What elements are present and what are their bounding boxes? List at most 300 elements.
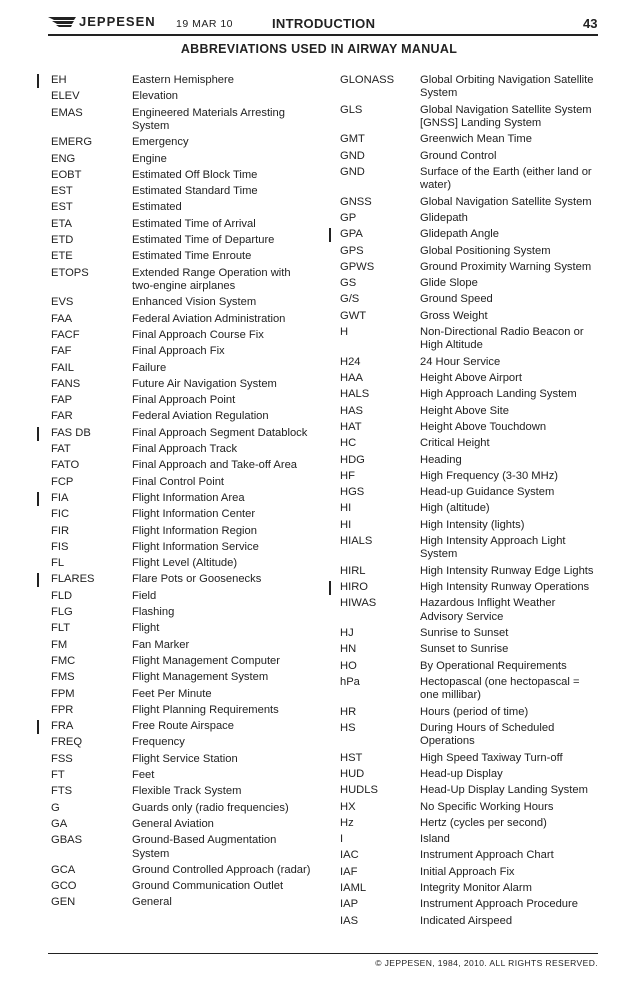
abbreviation: EMERG: [51, 136, 93, 149]
definition: Eastern Hemisphere: [132, 74, 234, 86]
abbreviation-entry: [320, 421, 638, 434]
abbreviation: GNSS: [340, 195, 372, 208]
abbreviation-entry: [320, 372, 638, 385]
abbreviation-entry: [320, 356, 638, 369]
definition: Hazardous Inflight Weather Advisory Service: [420, 597, 556, 623]
copyright-footer: © JEPPESEN, 1984, 2010. ALL RIGHTS RESERVED.: [375, 958, 598, 968]
abbreviation-entry: [0, 313, 320, 326]
abbreviation: FT: [51, 768, 65, 781]
definition: Flight: [132, 622, 160, 635]
abbreviation-entry: [0, 378, 320, 391]
abbreviation-entry: [320, 519, 638, 532]
abbreviation-entry: [320, 150, 638, 163]
definition: Final Control Point: [132, 475, 225, 488]
definition: Ground Communication Outlet: [132, 880, 284, 893]
abbreviation: GPA: [340, 228, 363, 241]
abbreviation: EST: [51, 185, 73, 198]
abbreviation-entry: [320, 676, 638, 703]
definition: Glide Slope: [420, 277, 478, 290]
definition: Ground Speed: [420, 293, 493, 306]
abbreviation: HR: [340, 705, 357, 718]
definition: By Operational Requirements: [420, 659, 567, 672]
brand-name: JEPPESEN: [79, 14, 156, 29]
change-bar: [37, 492, 39, 506]
definition: Estimated: [132, 201, 182, 214]
abbreviation-entry: [0, 74, 320, 87]
definition: During Hours of Scheduled Operations: [420, 721, 555, 748]
abbreviation: HUDLS: [340, 784, 378, 797]
abbreviation-entry: [320, 643, 638, 656]
abbreviation-entry: [0, 296, 320, 309]
definition: Ground Controlled Approach (radar): [132, 863, 311, 876]
abbreviation: FATO: [51, 459, 80, 472]
definition: General Aviation: [132, 817, 214, 830]
abbreviation-entry: [0, 622, 320, 635]
abbreviation: ELEV: [51, 90, 80, 103]
abbreviation-entry: [0, 834, 320, 861]
abbreviation-entry: [320, 166, 638, 193]
abbreviation-entry: [320, 784, 638, 797]
definition: Field: [132, 589, 157, 602]
abbreviation-entry: [320, 437, 638, 450]
definition: Flare Pots or Goosenecks: [132, 573, 262, 586]
abbreviation-entry: [0, 492, 320, 505]
abbreviation: FMC: [51, 654, 76, 667]
abbreviation: HAA: [340, 372, 364, 385]
abbreviation: GS: [340, 277, 357, 290]
abbreviation: FAT: [51, 443, 71, 456]
header-rule: [48, 34, 598, 36]
abbreviation: EST: [51, 201, 73, 214]
abbreviation-entry: [320, 486, 638, 499]
abbreviation: GCO: [51, 880, 77, 893]
definition: Fan Marker: [132, 638, 190, 651]
definition: Hours (period of time): [420, 705, 529, 718]
definition: Surface of the Earth (either land or water): [420, 166, 592, 192]
abbreviation: ETE: [51, 250, 73, 263]
definition: Flight Information Area: [132, 491, 245, 504]
definition: Sunrise to Sunset: [420, 627, 509, 640]
abbreviation: G/S: [340, 293, 360, 306]
definition: Flight Information Service: [132, 540, 259, 553]
definition: Indicated Airspeed: [420, 914, 513, 927]
abbreviation-entry: [0, 250, 320, 263]
definition: Ground-Based Augmentation System: [132, 834, 277, 860]
abbreviation-entry: [0, 573, 320, 586]
definition: Flight Information Center: [132, 508, 256, 521]
definition: Estimated Off Block Time: [132, 168, 258, 181]
definition: Guards only (radio frequencies): [132, 801, 289, 814]
definition: Critical Height: [420, 437, 490, 450]
abbreviation: FAR: [51, 410, 73, 423]
abbreviation-entry: [320, 898, 638, 911]
abbreviation: H24: [340, 355, 361, 368]
abbreviation: ENG: [51, 152, 76, 165]
abbreviation-entry: [320, 212, 638, 225]
abbreviation-entry: [0, 557, 320, 570]
abbreviation-entry: [0, 736, 320, 749]
abbreviation: HALS: [340, 388, 370, 401]
abbreviation-entry: [320, 833, 638, 846]
abbreviation-entry: [320, 565, 638, 578]
abbreviation: GBAS: [51, 834, 83, 847]
abbreviation: HST: [340, 751, 363, 764]
abbreviation-entry: [0, 753, 320, 766]
abbreviation: ETD: [51, 234, 74, 247]
definition: High Intensity Approach Light System: [420, 535, 566, 561]
definition: Integrity Monitor Alarm: [420, 882, 532, 895]
definition: Head-up Guidance System: [420, 486, 555, 499]
abbreviation-entry: [320, 915, 638, 928]
definition: Flight Service Station: [132, 752, 238, 765]
abbreviation-entry: [0, 720, 320, 733]
abbreviation: ETOPS: [51, 266, 89, 279]
definition: Instrument Approach Procedure: [420, 898, 578, 911]
abbreviation: GEN: [51, 896, 76, 909]
footer-rule: [48, 953, 598, 954]
abbreviation-entry: [320, 660, 638, 673]
abbreviation: H: [340, 326, 349, 339]
abbreviation: GCA: [51, 863, 76, 876]
abbreviation: HF: [340, 469, 355, 482]
definition: 24 Hour Service: [420, 355, 501, 368]
abbreviation-entry: [320, 597, 638, 624]
abbreviation: GPWS: [340, 260, 375, 273]
abbreviation-entry: [0, 769, 320, 782]
abbreviation: IAML: [340, 882, 367, 895]
abbreviation: GLONASS: [340, 74, 395, 86]
abbreviation-entry: [0, 639, 320, 652]
abbreviation-entry: [0, 329, 320, 342]
definition: High Intensity Runway Operations: [420, 581, 590, 594]
abbreviation: FCP: [51, 475, 74, 488]
definition: Global Positioning System: [420, 244, 551, 257]
definition: High Intensity Runway Edge Lights: [420, 564, 594, 577]
definition: Extended Range Operation with two-engine airplanes: [132, 266, 291, 293]
abbreviation-entry: [0, 201, 320, 214]
page-number: 43: [583, 16, 598, 31]
abbreviation: FAF: [51, 345, 72, 358]
abbreviation: HIALS: [340, 535, 373, 548]
abbreviation: HI: [340, 502, 352, 515]
abbreviation: HGS: [340, 486, 365, 499]
change-bar: [37, 573, 39, 587]
abbreviation-entry: [320, 293, 638, 306]
abbreviation-entry: [320, 817, 638, 830]
definition: Height Above Site: [420, 404, 509, 417]
abbreviation-entry: [0, 153, 320, 166]
abbreviation: FANS: [51, 377, 81, 390]
abbreviation: HC: [340, 437, 357, 450]
abbreviation: FAIL: [51, 361, 75, 374]
abbreviation: Hz: [340, 816, 354, 829]
abbreviation: FIS: [51, 540, 69, 553]
definition: High Approach Landing System: [420, 388, 577, 401]
definition: Final Approach Point: [132, 394, 236, 407]
abbreviation: FPR: [51, 703, 74, 716]
abbreviation-entry: [320, 104, 638, 131]
definition: Feet: [132, 768, 155, 781]
abbreviation: HUD: [340, 767, 365, 780]
abbreviation-entry: [0, 896, 320, 909]
definition: Non-Directional Radio Beacon or High Altitude: [420, 326, 584, 352]
abbreviation: HJ: [340, 627, 354, 640]
abbreviation-entry: [0, 704, 320, 717]
right-column: [320, 74, 638, 931]
abbreviation-entry: [0, 107, 320, 134]
abbreviation-entry: [320, 627, 638, 640]
definition: Global Navigation Satellite System: [420, 195, 592, 208]
definition: Hertz (cycles per second): [420, 816, 547, 829]
abbreviation-entry: [320, 196, 638, 209]
abbreviation-entry: [320, 405, 638, 418]
abbreviation-entry: [320, 133, 638, 146]
definition: Global Navigation Satellite System [GNSS] Landing System: [420, 103, 592, 130]
abbreviation-entry: [0, 541, 320, 554]
abbreviation-entry: [0, 671, 320, 684]
abbreviation-entry: [0, 476, 320, 489]
abbreviation-entry: [0, 362, 320, 375]
abbreviation: GP: [340, 212, 357, 224]
change-bar: [37, 74, 39, 88]
abbreviation: FIA: [51, 491, 69, 504]
abbreviation-entry: [320, 470, 638, 483]
abbreviation: ETA: [51, 217, 72, 230]
abbreviation-entry: [0, 508, 320, 521]
section-title: INTRODUCTION: [272, 16, 376, 31]
abbreviation-entry: [320, 752, 638, 765]
abbreviation: GMT: [340, 133, 365, 146]
abbreviation-entry: [320, 261, 638, 274]
revision-date: 19 MAR 10: [176, 18, 234, 30]
abbreviation: HS: [340, 721, 356, 734]
abbreviation: FL: [51, 557, 65, 570]
change-bar: [37, 720, 39, 734]
definition: General: [132, 896, 172, 909]
abbreviation: HO: [340, 659, 357, 672]
abbreviation: GWT: [340, 309, 367, 322]
definition: Hectopascal (one hectopascal = one millibar): [420, 675, 580, 702]
abbreviation: HAT: [340, 420, 362, 433]
abbreviation: EVS: [51, 296, 74, 309]
definition: Failure: [132, 361, 167, 374]
definition: Final Approach Segment Datablock: [132, 426, 308, 439]
jeppesen-logo: [48, 14, 156, 29]
definition: Initial Approach Fix: [420, 865, 515, 878]
definition: High Speed Taxiway Turn-off: [420, 751, 563, 764]
abbreviation: HIRL: [340, 564, 366, 577]
definition: Ground Proximity Warning System: [420, 260, 592, 273]
abbreviation-entry: [320, 801, 638, 814]
definition: Final Approach and Take-off Area: [132, 459, 298, 472]
definition: Elevation: [132, 90, 179, 103]
definition: Height Above Airport: [420, 372, 522, 385]
abbreviation-entry: [320, 706, 638, 719]
definition: Glidepath Angle: [420, 228, 499, 241]
abbreviation-entry: [0, 234, 320, 247]
abbreviation: FMS: [51, 671, 75, 684]
abbreviation-entry: [0, 785, 320, 798]
wing-icon: [48, 17, 76, 27]
definition: Greenwich Mean Time: [420, 133, 532, 146]
abbreviation: FLT: [51, 622, 71, 635]
definition: Flight Management System: [132, 671, 269, 684]
abbreviation-entry: [320, 882, 638, 895]
abbreviation: hPa: [340, 675, 360, 688]
definition: Flight Information Region: [132, 524, 257, 537]
change-bar: [329, 581, 331, 595]
definition: Flight Management Computer: [132, 654, 280, 667]
abbreviation-entry: [0, 688, 320, 701]
abbreviation-entry: [0, 864, 320, 877]
definition: High (altitude): [420, 502, 490, 515]
change-bar: [329, 228, 331, 242]
abbreviation: HN: [340, 643, 357, 656]
definition: Final Approach Fix: [132, 345, 225, 358]
abbreviation: I: [340, 833, 344, 846]
definition: Engineered Materials Arresting System: [132, 106, 285, 132]
abbreviation-entry: [320, 74, 638, 101]
definition: Island: [420, 833, 450, 846]
abbreviation: FIR: [51, 524, 70, 537]
abbreviation-entry: [320, 228, 638, 241]
definition: Enhanced Vision System: [132, 296, 257, 309]
definition: Federal Aviation Administration: [132, 312, 286, 325]
abbreviation-entry: [0, 590, 320, 603]
abbreviation: FAA: [51, 312, 73, 325]
definition: Estimated Standard Time: [132, 185, 258, 198]
definition: Emergency: [132, 136, 189, 149]
definition: Height Above Touchdown: [420, 420, 547, 433]
abbreviation: HDG: [340, 453, 365, 466]
abbreviation-entry: [320, 581, 638, 594]
definition: Feet Per Minute: [132, 687, 212, 700]
abbreviation: FACF: [51, 328, 80, 341]
abbreviation-entry: [320, 866, 638, 879]
abbreviation-entry: [320, 326, 638, 353]
abbreviation: FRA: [51, 720, 74, 733]
abbreviation: FIC: [51, 508, 70, 521]
definition: Global Orbiting Navigation Satellite System: [420, 74, 594, 100]
abbreviation: IAP: [340, 898, 359, 911]
abbreviation: FAP: [51, 394, 73, 407]
page-title: ABBREVIATIONS USED IN AIRWAY MANUAL: [180, 42, 458, 56]
abbreviation-entry: [0, 459, 320, 472]
definition: Glidepath: [420, 212, 468, 224]
definition: No Specific Working Hours: [420, 800, 554, 813]
abbreviation-entry: [0, 443, 320, 456]
abbreviation-entry: [0, 394, 320, 407]
page-header: [0, 0, 638, 40]
abbreviation-entry: [0, 90, 320, 103]
definition: Final Approach Course Fix: [132, 328, 264, 341]
abbreviation-entry: [0, 427, 320, 440]
abbreviation: HIRO: [340, 581, 368, 594]
abbreviation: HX: [340, 800, 356, 813]
definition: Sunset to Sunrise: [420, 643, 509, 656]
abbreviation-entry: [0, 345, 320, 358]
abbreviation: HI: [340, 518, 352, 531]
abbreviation: FAS DB: [51, 426, 91, 439]
abbreviation-entry: [0, 606, 320, 619]
abbreviation: HIWAS: [340, 597, 377, 610]
abbreviation-entry: [0, 410, 320, 423]
abbreviation-entry: [0, 185, 320, 198]
definition: Flashing: [132, 606, 175, 619]
definition: Estimated Time Enroute: [132, 250, 252, 263]
abbreviation: FPM: [51, 687, 75, 700]
definition: High Intensity (lights): [420, 518, 525, 531]
abbreviation-entry: [320, 454, 638, 467]
change-bar: [37, 427, 39, 441]
definition: Head-up Display: [420, 767, 503, 780]
abbreviation: FLG: [51, 606, 73, 619]
abbreviation: FLARES: [51, 573, 95, 586]
definition: High Frequency (3-30 MHz): [420, 469, 559, 482]
abbreviation: GND: [340, 149, 365, 162]
abbreviation: IAS: [340, 914, 359, 927]
abbreviation-entry: [0, 655, 320, 668]
definition: Estimated Time of Arrival: [132, 217, 256, 230]
abbreviation-entry: [0, 880, 320, 893]
abbreviation-entry: [320, 245, 638, 258]
abbreviation-entry: [320, 277, 638, 290]
definition: Head-Up Display Landing System: [420, 784, 588, 797]
abbreviation-entry: [0, 218, 320, 231]
abbreviation: EOBT: [51, 168, 82, 181]
abbreviation-entry: [320, 849, 638, 862]
abbreviation: GA: [51, 817, 68, 830]
definition: Future Air Navigation System: [132, 377, 277, 390]
abbreviation-entry: [0, 169, 320, 182]
abbreviation-entry: [0, 136, 320, 149]
abbreviation: GPS: [340, 244, 364, 257]
definition: Flight Planning Requirements: [132, 703, 279, 716]
definition: Frequency: [132, 736, 185, 749]
abbreviation: IAC: [340, 849, 359, 862]
abbreviation: FREQ: [51, 736, 83, 749]
definition: Heading: [420, 453, 462, 466]
definition: Free Route Airspace: [132, 720, 234, 733]
abbreviation: G: [51, 801, 60, 814]
definition: Final Approach Track: [132, 443, 238, 456]
abbreviation-entry: [0, 818, 320, 831]
abbreviation: HAS: [340, 404, 364, 417]
definition: Instrument Approach Chart: [420, 849, 554, 862]
abbreviation: FTS: [51, 785, 73, 798]
left-column: [0, 74, 320, 913]
abbreviation-entry: [320, 502, 638, 515]
abbreviation: EH: [51, 74, 67, 86]
abbreviation: FSS: [51, 752, 73, 765]
abbreviation: GLS: [340, 103, 363, 116]
abbreviation-entry: [320, 535, 638, 562]
abbreviation-entry: [0, 525, 320, 538]
definition: Gross Weight: [420, 309, 488, 322]
abbreviation-entry: [0, 267, 320, 294]
abbreviation-entry: [0, 802, 320, 815]
abbreviation: FLD: [51, 589, 73, 602]
definition: Flight Level (Altitude): [132, 557, 238, 570]
definition: Ground Control: [420, 149, 497, 162]
abbreviation: GND: [340, 166, 365, 178]
definition: Estimated Time of Departure: [132, 234, 275, 247]
definition: Engine: [132, 152, 167, 165]
definition: Federal Aviation Regulation: [132, 410, 269, 423]
abbreviation-entry: [320, 310, 638, 323]
abbreviation-entry: [320, 768, 638, 781]
abbreviation: EMAS: [51, 106, 83, 119]
